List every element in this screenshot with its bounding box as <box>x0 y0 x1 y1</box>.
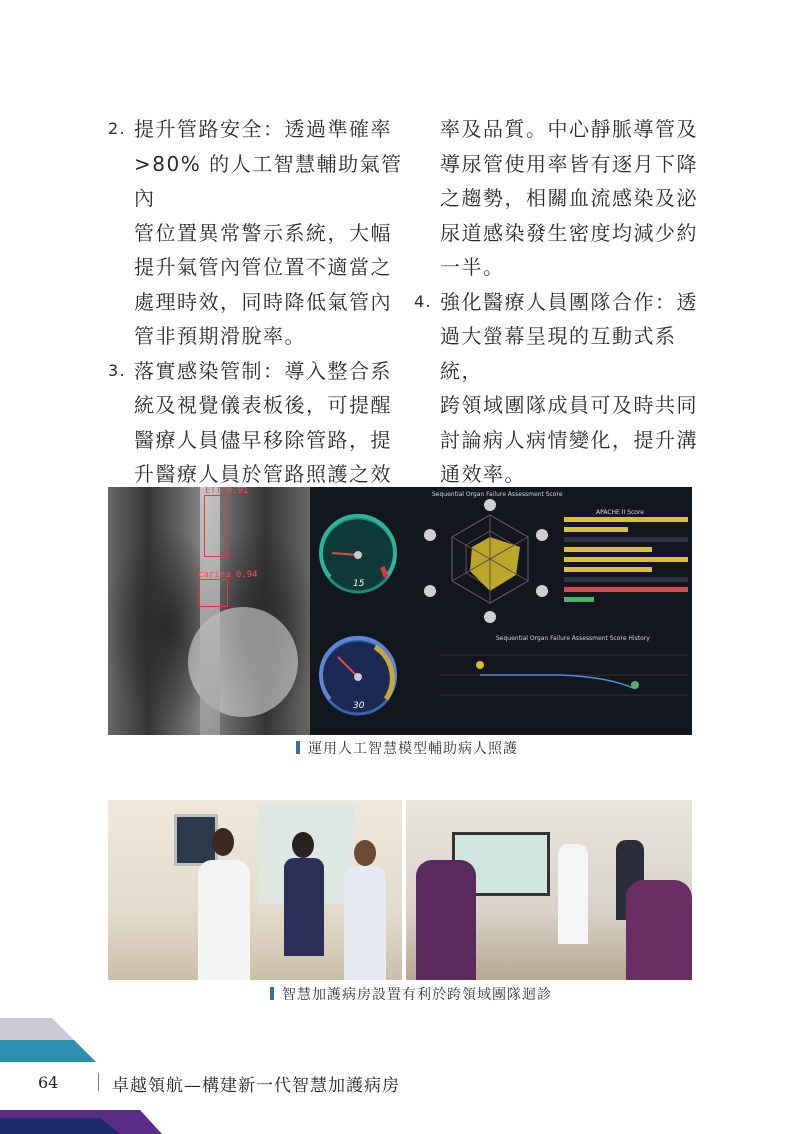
staff-head <box>292 832 314 858</box>
text-line: 導尿管使用率皆有逐月下降 <box>440 151 698 176</box>
staff-group-left <box>416 860 476 980</box>
nurse-head <box>354 840 376 866</box>
page-number: 64 <box>38 1073 59 1092</box>
ai-care-figure <box>108 487 692 735</box>
nurse-coat <box>344 866 386 980</box>
gauge1-value: 15 <box>353 579 365 589</box>
ett-detection-box <box>204 495 228 557</box>
footer-separator <box>98 1073 99 1091</box>
list-number: 4. <box>414 291 433 311</box>
dashboard-screen <box>310 487 692 735</box>
text-line: 一半。 <box>440 255 505 279</box>
staff-group-right <box>626 880 692 980</box>
dashboard-graphics <box>310 487 692 735</box>
apache-title: APACHE II Score <box>596 509 644 516</box>
caption-bar-icon <box>296 741 300 754</box>
text-line: 跨領域團隊成員可及時共同 <box>440 393 698 417</box>
presenter-coat <box>558 844 588 944</box>
list-item-3 <box>108 354 408 389</box>
team-rounds-photo-left <box>108 800 402 980</box>
staff-scrubs <box>284 858 324 956</box>
text-line: 統及視覺儀表板後，可提醒 <box>134 393 392 417</box>
figure2-caption-text: 智慧加護病房設置有利於跨領域團隊迴診 <box>282 987 552 1003</box>
text-line: 醫療人員儘早移除管路，提 <box>134 427 392 452</box>
footer-title: 卓越領航—構建新一代智慧加護病房 <box>112 1076 400 1096</box>
list-number: 2. <box>108 119 127 138</box>
right-text-column <box>414 112 714 492</box>
text-line: 尿道感染發生密度均減少約 <box>440 220 698 245</box>
text-line: 率及品質。中心靜脈導管及 <box>440 117 698 141</box>
text-line: 之趨勢，相關血流感染及泌 <box>440 186 698 210</box>
list-item-first-line: 強化醫療人員團隊合作：透 <box>440 289 698 314</box>
left-text-column <box>108 112 408 492</box>
list-number: 3. <box>108 360 127 380</box>
text-line: 過大螢幕呈現的互動式系統， <box>440 324 677 383</box>
list-item-first-line: 落實感染管制：導入整合系 <box>134 358 392 383</box>
text-line: 升醫療人員於管路照護之效 <box>134 462 392 486</box>
list-item-4 <box>414 285 714 320</box>
caption-bar-icon <box>270 987 274 1000</box>
text-line: 管非預期滑脫率。 <box>134 324 306 348</box>
list-item-first-line: 提升管路安全：透過準確率 <box>134 117 392 141</box>
doctor-head <box>212 828 234 856</box>
chest-xray-image <box>108 487 310 735</box>
text-line: 通效率。 <box>440 462 526 486</box>
figure1-caption-text: 運用人工智慧模型輔助病人照護 <box>308 741 518 757</box>
ett-detection-label: ETT 0.91 <box>205 487 249 496</box>
text-line: 提升氣管內管位置不適當之 <box>134 255 392 279</box>
doctor-white-coat <box>198 860 250 980</box>
text-line: 討論病人病情變化，提升溝 <box>440 427 698 452</box>
text-line: 管位置異常警示系統，大幅 <box>134 220 392 245</box>
team-rounds-photos <box>108 800 692 980</box>
sofa-title: Sequential Organ Failure Assessment Score <box>432 491 563 498</box>
sofa-history-title: Sequential Organ Failure Assessment Score History <box>496 635 650 642</box>
text-line: 處理時效，同時降低氣管內 <box>134 289 392 314</box>
team-rounds-photo-right <box>406 800 692 980</box>
figure2-caption <box>270 984 552 1004</box>
figure1-caption <box>296 738 518 758</box>
list-item-2 <box>108 112 408 147</box>
carina-detection-box <box>198 579 228 607</box>
gauge2-value: 30 <box>353 701 365 711</box>
text-line: >80% 的人工智慧輔助氣管內 <box>134 151 403 210</box>
carina-detection-label: carina 0.94 <box>198 570 258 580</box>
